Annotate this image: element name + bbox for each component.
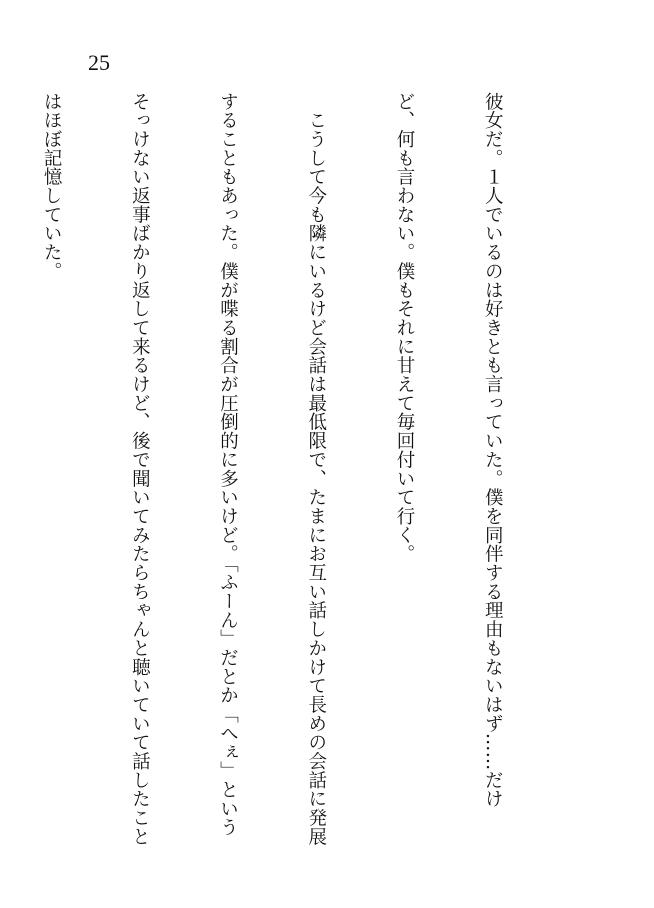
text-line-3: こうして今も隣にいるけど会話は最低限で、たまにお互い話しかけて長めの会話に発展 [305, 92, 327, 846]
text-line-6: はほぼ記憶していた。 [41, 92, 63, 281]
text-line-4: することもあった。僕が喋る割合が圧倒的に多いけど。「ふーん」だとか「へぇ」という [217, 92, 239, 837]
page-number: 25 [88, 50, 110, 75]
text-line-2: ど、何も言わない。僕もそれに甘えて毎回付いて行く。 [393, 92, 415, 564]
novel-text-body [0, 92, 566, 852]
text-line-5: そっけない返事ばかり返して来るけど、後で聞いてみたらちゃんと聴いていて話したこと [129, 92, 151, 846]
text-line-1: 彼女だ。１人でいるのは好きとも言っていた。僕を同伴する理由もないはず……だけ [482, 92, 504, 809]
